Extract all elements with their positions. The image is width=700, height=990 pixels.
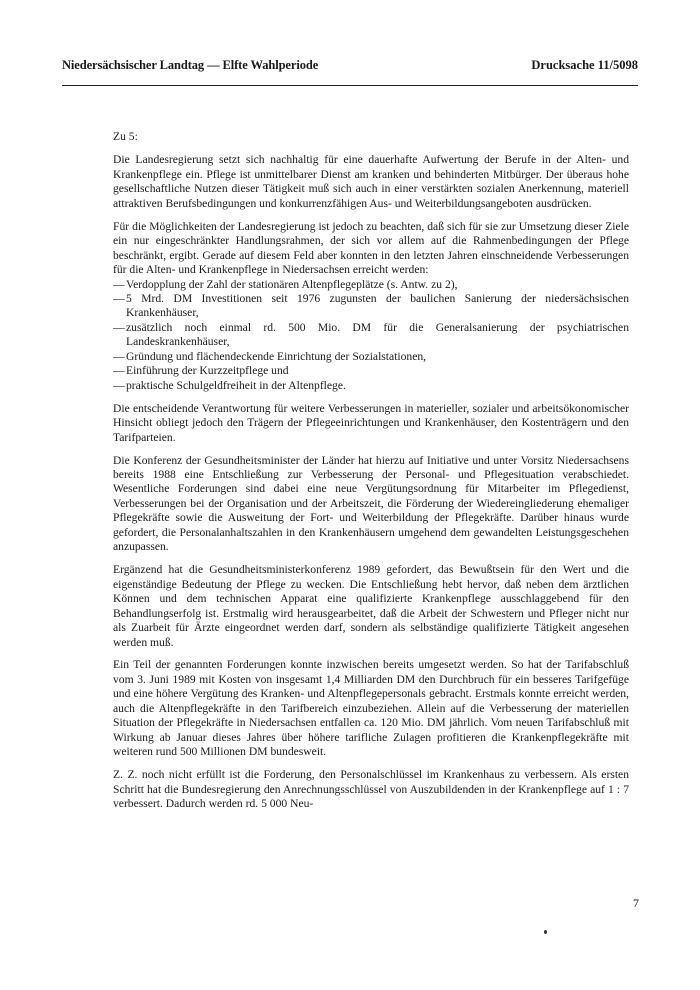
document-number: Drucksache 11/5098 [531, 58, 638, 72]
list-item: — Gründung und flächendeckende Einrichtung der Sozialstationen, [113, 349, 427, 363]
header-title: Niedersächsischer Landtag — Elfte Wahlperiode [62, 58, 319, 72]
paragraph-3: Die entscheidende Verantwortung für weitere Verbesserungen in materieller, sozialer und arbeitsökonomischer Hinsicht obliegt jedoch den Trägern der Pflegeeinrichtungen und Krankenhäuser, den Kostenträgern und den Tarifparteien. [113, 401, 629, 444]
page-number: 7 [633, 896, 639, 910]
list-item: — zusätzlich noch einmal rd. 500 Mio. DM für die Generalsanierung der psychiatrischen Landeskrankenhäuser, [113, 320, 629, 349]
list-item: — Verdopplung der Zahl der stationären Altenpflegeplätze (s. Antw. zu 2), [113, 277, 458, 291]
dash-marker: — [113, 277, 125, 291]
paragraph-2: Für die Möglichkeiten der Landesregierung ist jedoch zu beachten, daß sich für sie zur Umsetzung dieser Ziele ein nur eingeschränkter Handlungsrahmen, der sich vor allem auf die Rahmenbedingungen der Pflege beschränkt, ergibt. Gerade auf diesem Feld aber konnten in den letzten Jahren einschneidende Verbesserungen für die Alten- und Krankenpflege in Niedersachsen erreicht werden: [113, 219, 629, 277]
list-item: — praktische Schulgeldfreiheit in der Altenpflege. [113, 378, 346, 392]
paragraph-1: Die Landesregierung setzt sich nachhaltig für eine dauerhafte Aufwertung der Berufe in der Alten- und Krankenpflege ein. Pflege ist unmittelbarer Dienst am kranken und behinderten Mitbürger. Der überaus hohe gesellschaftliche Nutzen dieser Tätigkeit muß sich auch in einer verstärkten sozialen Anerkennung, materiell attraktiven Berufsbedingungen und konkurrenzfähigen Aus- und Weiterbildungsangeboten ausdrücken. [113, 153, 629, 210]
dash-marker: — [113, 320, 125, 334]
document-body [113, 130, 629, 820]
dash-marker: — [113, 292, 125, 306]
paragraph-7: Z. Z. noch nicht erfüllt ist die Forderung, den Personalschlüssel im Krankenhaus zu verbessern. Als ersten Schritt hat die Bundesregierung den Anrechnungsschlüssel von Auszubildenden in der Krankenpflege auf 1 : 7 verbessert. Dadurch werden rd. 5 000 Neu- [113, 768, 629, 811]
paragraph-4: Die Konferenz der Gesundheitsminister der Länder hat hierzu auf Initiative und unter Vorsitz Niedersachsens bereits 1988 eine Entschließung zur Verbesserung der Personal- und Pflegesituation verabschiedet. Wesentliche Forderungen sind dabei eine neue Vergütungsordnung für Mitarbeiter im Pflegedienst, Verbesserungen bei der Organisation und der Arbeitszeit, die Förderung der Wiedereingliederung ehemaliger Pflegekräfte sowie die Ausweitung der Fort- und Weiterbildung der Pflegekräfte. Darüber hinaus wurde gefordert, die Personalanhaltszahlen in den Krankenhäusern umgehend dem gewandelten Leistungsgeschehen anzupassen. [113, 453, 629, 554]
dash-marker: — [113, 349, 125, 363]
scan-speck [544, 930, 547, 934]
section-heading: Zu 5: [113, 130, 138, 143]
paragraph-5: Ergänzend hat die Gesundheitsministerkonferenz 1989 gefordert, das Bewußtsein für den Wert und die eigenständige Bedeutung der Pflege zu wecken. Die Entschließung hebt hervor, daß neben dem ärztlichen Können und dem technischen Apparat eine qualifizierte Krankenpflege ausschlaggebend für den Behandlungserfolg ist. Erstmalig wird herausgearbeitet, daß die Arbeit der Schwestern und Pfleger nicht nur als Zuarbeit für Ärzte eingeordnet werden darf, sondern als selbständige qualifizierte Tätigkeit angesehen werden muß. [113, 563, 629, 649]
dash-marker: — [113, 364, 125, 378]
header-divider [62, 85, 638, 86]
list-item: — Einführung der Kurzzeitpflege und [113, 364, 289, 378]
measures-list [113, 278, 629, 394]
paragraph-6: Ein Teil der genannten Forderungen konnte inzwischen bereits umgesetzt werden. So hat der Tarifabschluß vom 3. Juni 1989 mit Kosten von insgesamt 1,4 Milliarden DM den Durchbruch für ein besseres Tarifgefüge und eine höhere Vergütung des Kranken- und Altenpflegepersonals gebracht. Erstmals konnte erreicht werden, auch die Altenpflegekräfte in den Tarifbereich einzubeziehen. Allein auf die Verbesserung der materiellen Situation der Pflegekräfte in Niedersachsen entfallen ca. 120 Mio. DM jährlich. Vom neuen Tarifabschluß mit Wirkung ab Januar dieses Jahres über höhere tarifliche Zulagen profitieren die Krankenpflegekräfte mit weiteren rund 500 Millionen DM bundesweit. [113, 658, 629, 759]
dash-marker: — [113, 378, 125, 392]
list-item: — 5 Mrd. DM Investitionen seit 1976 zugunsten der baulichen Sanierung der niedersächsischen Krankenhäuser, [113, 292, 629, 320]
